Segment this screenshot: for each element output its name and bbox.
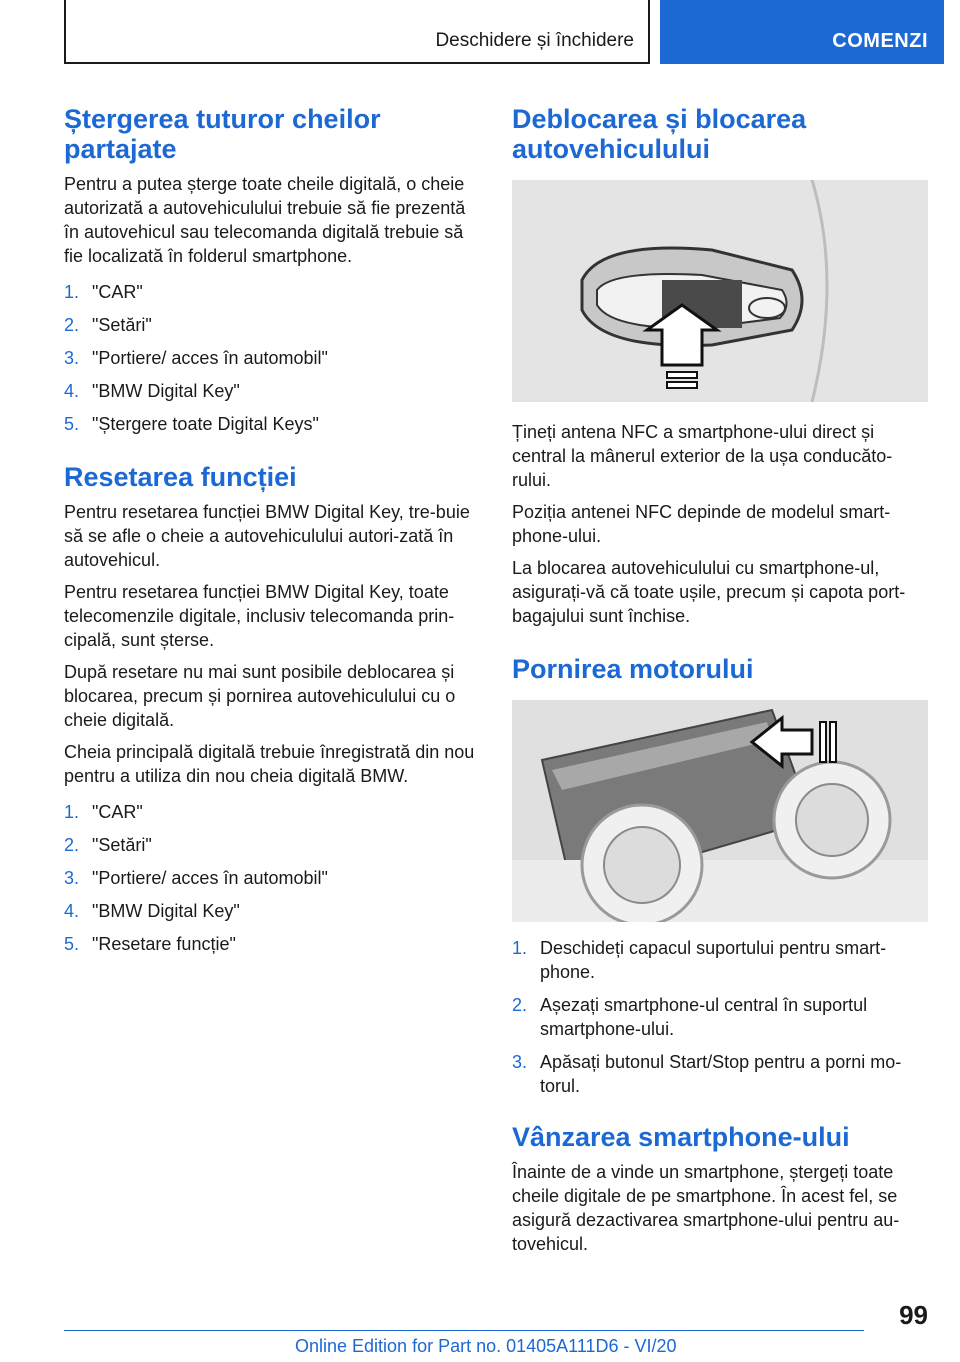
steps-list-reset xyxy=(64,800,478,956)
heading-delete-shared-keys: Ștergerea tuturor cheilor partajate xyxy=(64,104,381,164)
list-item: 1. Deschideți capacul suportului pentru smart-phone. xyxy=(512,938,887,982)
list-item: 3. "Portiere/ acces în automobil" xyxy=(64,348,328,368)
heading-reset-function: Resetarea funcției xyxy=(64,462,297,492)
header-chapter-tab xyxy=(660,0,944,64)
header-chapter-title: COMENZI xyxy=(832,30,928,52)
heading-unlock-lock: Deblocarea și blocarea autovehiculului xyxy=(512,104,807,164)
list-item: 3. Apăsați butonul Start/Stop pentru a porni mo-torul. xyxy=(512,1052,902,1096)
heading-sell-smartphone: Vânzarea smartphone-ului xyxy=(512,1122,850,1152)
header-section-title: Deschidere și închidere xyxy=(435,30,634,51)
footer-divider xyxy=(64,1330,864,1331)
steps-list-delete xyxy=(64,280,478,436)
header-section-box xyxy=(64,0,650,64)
left-column xyxy=(64,104,478,956)
paragraph: Înainte de a vinde un smartphone, ștergeți toate cheile digitale de pe smartphone. În acest fel, se asigură dezactivarea smartphone-ului pentru au-tovehicul. xyxy=(512,1162,900,1254)
door-handle-illustration xyxy=(512,180,928,402)
list-item: 4. "BMW Digital Key" xyxy=(64,901,240,921)
page-number: 99 xyxy=(899,1300,928,1330)
steps-list-start xyxy=(512,936,930,1098)
paragraph: După resetare nu mai sunt posibile deblocarea și blocarea, precum și pornirea autovehiculului cu o cheie digitală. xyxy=(64,662,456,730)
list-item: 4. "BMW Digital Key" xyxy=(64,381,240,401)
paragraph: Pentru resetarea funcției BMW Digital Key, tre-buie să se afle o cheie a autovehiculului autori-zată în autovehicul. xyxy=(64,502,470,570)
paragraph: La blocarea autovehiculului cu smartphone-ul, asigurați-vă că toate ușile, precum și capota port-bagajului sunt închise. xyxy=(512,558,906,626)
list-item: 1. "CAR" xyxy=(64,282,143,302)
paragraph: Cheia principală digitală trebuie înregistrată din nou pentru a utiliza din nou cheia digitală BMW. xyxy=(64,742,475,786)
list-item: 1. "CAR" xyxy=(64,802,143,822)
paragraph: Poziția antenei NFC depinde de modelul smart-phone-ului. xyxy=(512,502,891,546)
list-item: 3. "Portiere/ acces în automobil" xyxy=(64,868,328,888)
list-item: 5. "Resetare funcție" xyxy=(64,934,236,954)
list-item: 2. "Setări" xyxy=(64,315,152,335)
right-column xyxy=(512,104,930,1256)
paragraph: Țineți antena NFC a smartphone-ului direct și central la mânerul exterior de la ușa conducăto-rului. xyxy=(512,422,893,490)
footer-edition: Online Edition for Part no. 01405A111D6 - VI/20 xyxy=(295,1336,677,1356)
heading-start-engine: Pornirea motorului xyxy=(512,654,754,684)
list-item: 5. "Ștergere toate Digital Keys" xyxy=(64,414,319,434)
paragraph: Pentru resetarea funcției BMW Digital Key, toate telecomenzile digitale, inclusiv telecomanda prin-cipală, sunt șterse. xyxy=(64,582,455,650)
list-item: 2. "Setări" xyxy=(64,835,152,855)
smartphone-tray-illustration xyxy=(512,700,928,922)
paragraph: Pentru a putea șterge toate cheile digitală, o cheie autorizată a autovehiculului trebuie să fie prezentă în autovehicul sau telecomanda digitală trebuie să fie localizată în folderul smartphone. xyxy=(64,174,466,266)
list-item: 2. Așezați smartphone-ul central în suportul smartphone-ului. xyxy=(512,995,868,1039)
